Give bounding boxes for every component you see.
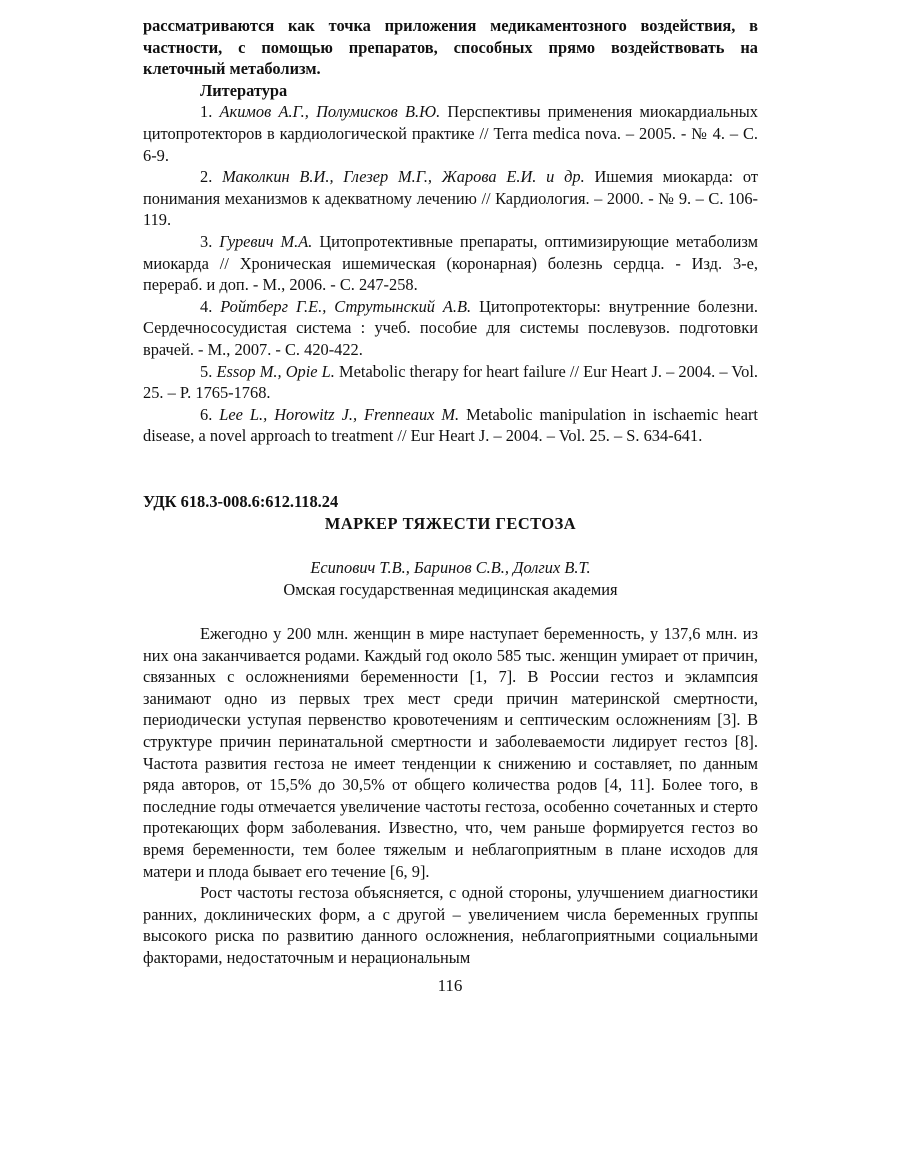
reference-text: Перспективы применения миокардиальных цитопротекторов в кардиологической практике // Terra medica nova. – 2005. - № 4. – С. 6-9. xyxy=(143,102,758,165)
reference-authors: Ройтберг Г.Е., Струтынский А.В. xyxy=(220,296,472,316)
reference-item xyxy=(143,101,758,166)
reference-number: 6. xyxy=(200,404,213,424)
article-authors: Есипович Т.В., Баринов С.В., Долгих В.Т. xyxy=(310,558,591,577)
reference-authors: Акимов А.Г., Полумисков В.Ю. xyxy=(219,102,441,122)
reference-item xyxy=(143,361,758,404)
references-list xyxy=(143,101,758,447)
reference-number: 5. xyxy=(200,361,213,381)
article-affiliation: Омская государственная медицинская академия xyxy=(283,579,618,599)
top-section xyxy=(143,15,758,447)
body-paragraph: Рост частоты гестоза объясняется, с одной стороны, улучшением диагностики ранних, доклинических форм, а с другой – увеличением числа беременных группы высокого риска по развитию данного осложнения, неблагоприятными социальными факторами, недостаточным и нерациональным xyxy=(143,883,758,967)
article-header xyxy=(143,491,758,534)
reference-text: Metabolic manipulation in ischaemic heart disease, a novel approach to treatment // Eur Heart J. – 2004. – Vol. 25. – S. 634-641. xyxy=(143,404,758,446)
reference-authors: Lee L., Horowitz J., Frenneaux M. xyxy=(219,404,460,424)
reference-text: Цитопротективные препараты, оптимизирующие метаболизм миокарда // Хроническая ишемическая (коронарная) болезнь сердца. - Изд. 3-е, перераб. и доп. - М., 2006. - С. 247-258. xyxy=(143,231,758,295)
reference-authors: Гуревич М.А. xyxy=(219,231,313,251)
reference-authors: Маколкин В.И., Глезер М.Г., Жарова Е.И. и др. xyxy=(222,167,585,187)
body-paragraph: Ежегодно у 200 млн. женщин в мире наступает беременность, у 137,6 млн. из них она заканчивается родами. Каждый год около 585 тыс. женщин умирает от причин, связанных с осложнениями беременности [1, 7]. В России гестоз и эклампсия занимают одно из первых трех мест среди причин материнской смертности, периодически уступая первенство кровотечениям и септическим осложнениям [3]. В структуре причин перинатальной смертности и заболеваемости лидирует гестоз [8]. Частота развития гестоза не имеет тенденции к снижению и составляет, по данным ряда авторов, от 15,5% до 30,5% от общего количества родов [4, 11]. Более того, в последние годы отмечается увеличение частоты гестоза, особенно сочетанных и стерто протекающих форм заболевания. Известно, что, чем раньше формируется гестоз во время беременности, тем более тяжелым и неблагоприятным в плане исходов для матери и плода бывает его течение [6, 9]. xyxy=(143,624,758,881)
article-title: МАРКЕР ТЯЖЕСТИ ГЕСТОЗА xyxy=(324,513,577,533)
reference-item xyxy=(143,166,758,231)
reference-item xyxy=(143,404,758,447)
reference-number: 4. xyxy=(200,296,213,316)
article-body xyxy=(143,623,758,969)
reference-item xyxy=(143,231,758,296)
page-number: 116 xyxy=(437,976,463,995)
reference-text: Цитопротекторы: внутренние болезни. Сердечнососудистая система : учеб. пособие для системы послевузов. подготовки врачей. - М., 2007. - С. 420-422. xyxy=(143,296,758,359)
reference-number: 2. xyxy=(200,167,213,187)
intro-paragraph: рассматриваются как точка приложения медикаментозного воздействия, в частности, с помощью препаратов, способных прямо воздействовать на клеточный метаболизм. xyxy=(143,16,758,79)
udc-code: УДК 618.3-008.6:612.118.24 xyxy=(143,492,339,511)
reference-authors: Essop M., Opie L. xyxy=(216,361,335,381)
reference-number: 3. xyxy=(200,231,213,251)
reference-text: Metabolic therapy for heart failure // Eur Heart J. – 2004. – Vol. 25. – P. 1765-1768. xyxy=(143,361,758,403)
reference-item xyxy=(143,296,758,361)
reference-text: Ишемия миокарда: от понимания механизмов к адекватному лечению // Кардиология. – 2000. - № 9. – С. 106-119. xyxy=(143,167,758,230)
references-heading: Литература xyxy=(200,80,288,100)
reference-number: 1. xyxy=(200,102,213,122)
article-byline xyxy=(143,557,758,600)
